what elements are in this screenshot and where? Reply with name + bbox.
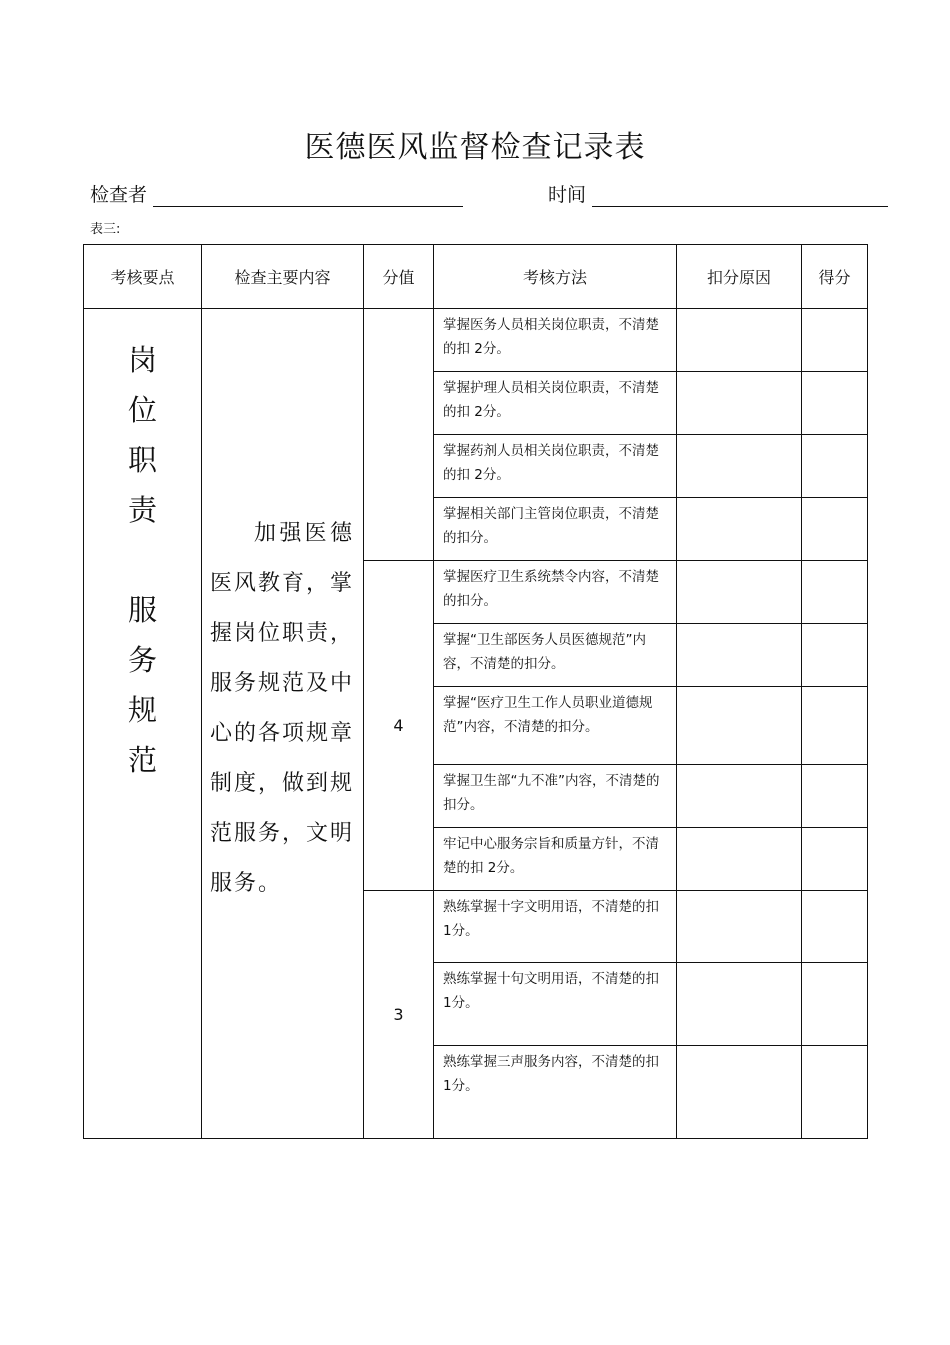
key-point-char: 务 — [127, 643, 157, 677]
deduction-reason-cell[interactable] — [677, 765, 802, 828]
method-cell: 熟练掌握三声服务内容，不清楚的扣 1分。 — [434, 1046, 677, 1139]
deduction-reason-cell[interactable] — [677, 828, 802, 891]
key-point-char: 职 — [127, 443, 157, 477]
time-line[interactable] — [592, 184, 888, 207]
points-cell[interactable] — [802, 828, 868, 891]
key-point-char: 责 — [127, 493, 157, 527]
table-label: 表三: — [90, 222, 121, 237]
main-content-text: 加强医德医风教育，掌握岗位职责，服务规范及中心的各项规章制度，做到规范服务，文明服务。 — [210, 521, 355, 896]
key-point-char: 规 — [127, 693, 157, 727]
deduction-reason-cell[interactable] — [677, 624, 802, 687]
time-field — [548, 180, 888, 207]
method-cell: 掌握医务人员相关岗位职责，不清楚的扣 2分。 — [434, 309, 677, 372]
points-cell[interactable] — [802, 687, 868, 765]
deduction-reason-cell[interactable] — [677, 891, 802, 963]
key-point-char: 岗 — [127, 343, 157, 377]
inspector-label: 检查者 — [90, 184, 148, 206]
method-cell: 掌握医疗卫生系统禁令内容，不清楚的扣分。 — [434, 561, 677, 624]
method-cell: 掌握相关部门主管岗位职责，不清楚的扣分。 — [434, 498, 677, 561]
method-cell: 掌握卫生部“九不准”内容，不清楚的扣分。 — [434, 765, 677, 828]
score-cell: 3 — [364, 891, 434, 1139]
key-point-cell — [84, 309, 202, 1139]
points-cell[interactable] — [802, 963, 868, 1046]
header-method: 考核方法 — [434, 245, 677, 309]
inspection-table — [83, 244, 868, 1139]
points-cell[interactable] — [802, 891, 868, 963]
header-deduction-reason: 扣分原因 — [677, 245, 802, 309]
key-point-char: 范 — [127, 743, 157, 777]
points-cell[interactable] — [802, 309, 868, 372]
key-point-char: 服 — [127, 593, 157, 627]
method-cell: 掌握“医疗卫生工作人员职业道德规范”内容，不清楚的扣分。 — [434, 687, 677, 765]
points-cell[interactable] — [802, 435, 868, 498]
deduction-reason-cell[interactable] — [677, 372, 802, 435]
deduction-reason-cell[interactable] — [677, 561, 802, 624]
inspector-field — [90, 180, 463, 207]
deduction-reason-cell[interactable] — [677, 435, 802, 498]
header-main-content: 检查主要内容 — [202, 245, 364, 309]
header-score: 分值 — [364, 245, 434, 309]
deduction-reason-cell[interactable] — [677, 687, 802, 765]
deduction-reason-cell[interactable] — [677, 309, 802, 372]
header-key-point: 考核要点 — [84, 245, 202, 309]
points-cell[interactable] — [802, 498, 868, 561]
deduction-reason-cell[interactable] — [677, 1046, 802, 1139]
method-cell: 熟练掌握十字文明用语，不清楚的扣 1分。 — [434, 891, 677, 963]
deduction-reason-cell[interactable] — [677, 498, 802, 561]
header-points: 得分 — [802, 245, 868, 309]
method-cell: 牢记中心服务宗旨和质量方针，不清楚的扣 2分。 — [434, 828, 677, 891]
deduction-reason-cell[interactable] — [677, 963, 802, 1046]
table-row — [84, 309, 868, 372]
time-label: 时间 — [548, 184, 587, 206]
main-content-cell — [202, 309, 364, 1139]
points-cell[interactable] — [802, 372, 868, 435]
points-cell[interactable] — [802, 624, 868, 687]
inspector-line[interactable] — [153, 184, 463, 207]
header-row — [84, 245, 868, 309]
method-cell: 掌握药剂人员相关岗位职责，不清楚的扣 2分。 — [434, 435, 677, 498]
page-title: 医德医风监督检查记录表 — [304, 130, 646, 165]
score-cell: 4 — [364, 561, 434, 891]
method-cell: 掌握“卫生部医务人员医德规范”内容，不清楚的扣分。 — [434, 624, 677, 687]
points-cell[interactable] — [802, 765, 868, 828]
method-cell: 掌握护理人员相关岗位职责，不清楚的扣 2分。 — [434, 372, 677, 435]
points-cell[interactable] — [802, 561, 868, 624]
score-cell — [364, 309, 434, 561]
method-cell: 熟练掌握十句文明用语，不清楚的扣 1分。 — [434, 963, 677, 1046]
points-cell[interactable] — [802, 1046, 868, 1139]
key-point-char: 位 — [127, 393, 157, 427]
